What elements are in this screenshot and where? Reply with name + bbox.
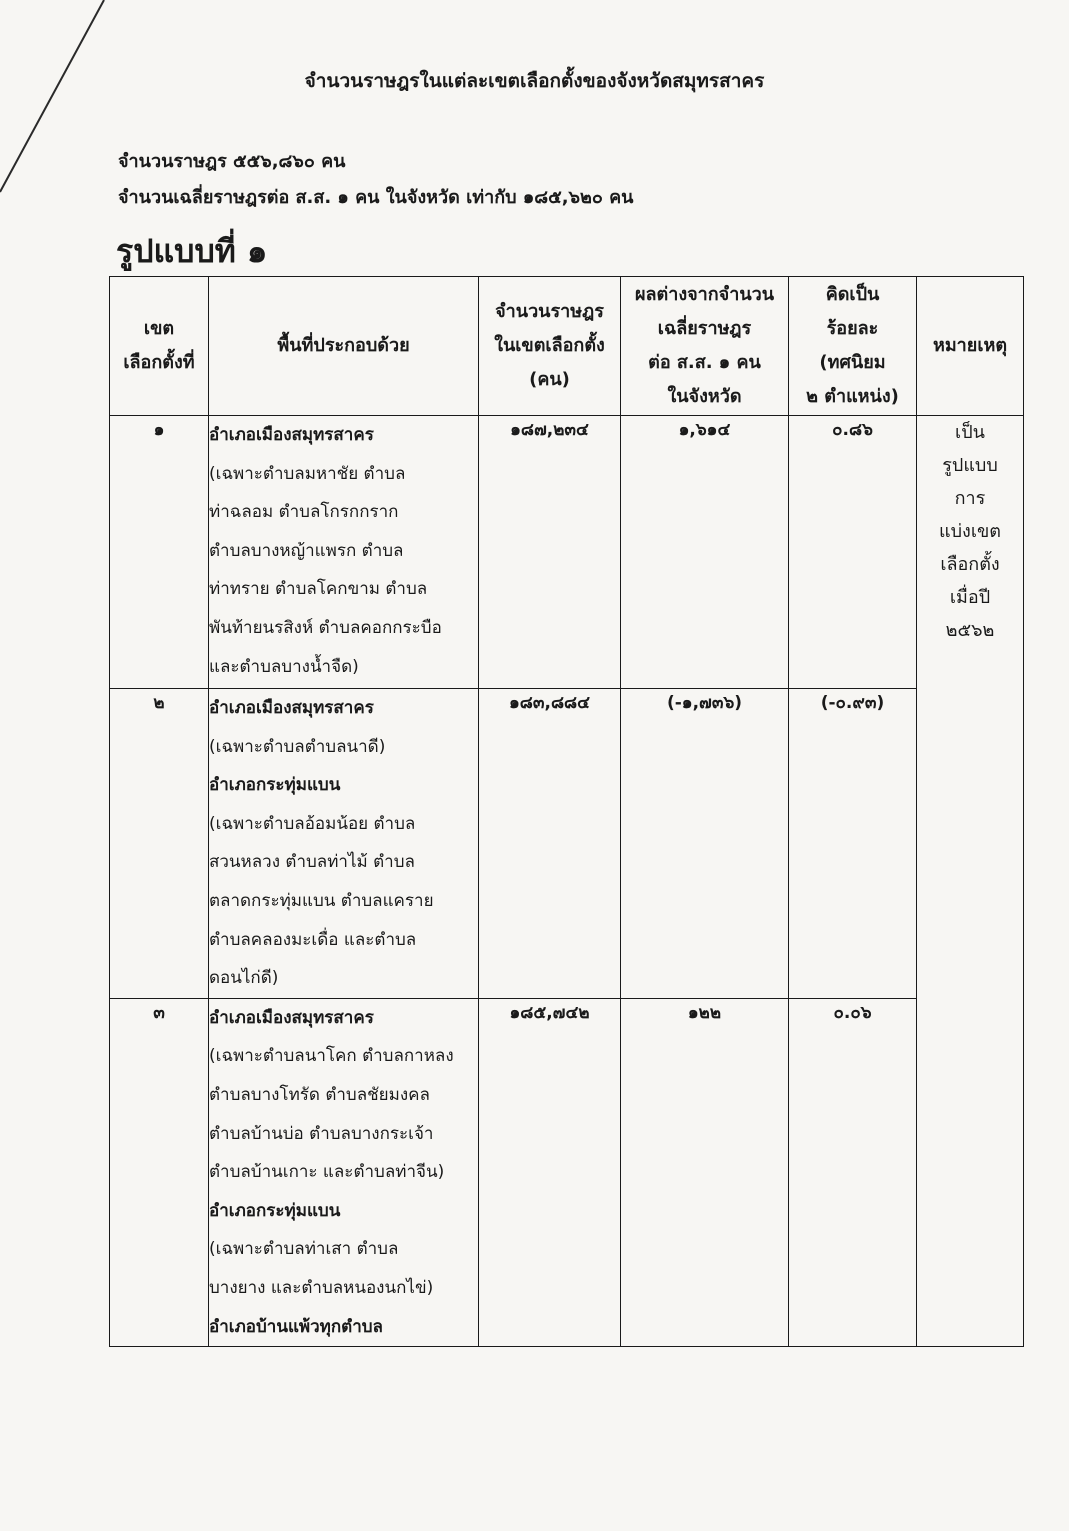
header-difference-line: ผลต่างจากจำนวน — [634, 284, 775, 305]
area-line: อำเภอกระทุ่มแบน — [209, 775, 341, 796]
remark-line: ๒๕๖๒ — [945, 620, 995, 641]
remark-line: รูปแบบ — [942, 455, 998, 476]
header-remark-line: หมายเหตุ — [932, 335, 1008, 356]
header-population-line: ในเขตเลือกตั้ง — [494, 335, 605, 356]
district-area — [209, 689, 479, 999]
area-line: (เฉพาะตำบลนาโคก ตำบลกาหลง — [209, 1046, 454, 1067]
district-number: ๒ — [110, 689, 209, 999]
header-district-line: เขต — [143, 318, 175, 339]
area-line: ตำบลบางโทรัด ตำบลชัยมงคล — [209, 1084, 430, 1105]
remark-line: เมื่อปี — [949, 587, 991, 608]
district-difference: (-๑,๗๓๖) — [621, 689, 789, 999]
remark-line: การ — [954, 488, 986, 509]
area-line: ดอนไก่ดี) — [209, 968, 279, 989]
population-total-line: จำนวนราษฎร ๕๕๖,๘๖๐ คน — [118, 151, 346, 172]
area-line: อำเภอเมืองสมุทรสาคร — [209, 698, 374, 718]
area-line: สวนหลวง ตำบลท่าไม้ ตำบล — [209, 852, 415, 873]
area-line: ตำบลบ้านเกาะ และตำบลท่าจีน) — [209, 1162, 445, 1183]
district-number: ๑ — [110, 416, 209, 689]
district-number: ๓ — [110, 998, 209, 1346]
area-line: อำเภอเมืองสมุทรสาคร — [209, 425, 374, 445]
area-line: และตำบลบางน้ำจืด) — [209, 656, 359, 677]
area-line: อำเภอบ้านแพ้วทุกตำบล — [209, 1316, 383, 1337]
header-percent-line: (ทศนิยม — [819, 352, 886, 373]
header-percent-line: ๒ ตำแหน่ง) — [806, 386, 899, 407]
area-line: (เฉพาะตำบลอ้อมน้อย ตำบล — [209, 813, 416, 834]
average-per-mp-line: จำนวนเฉลี่ยราษฎรต่อ ส.ส. ๑ คน ในจังหวัด เท่ากับ ๑๘๕,๖๒๐ คน — [118, 187, 634, 208]
area-line: (เฉพาะตำบลตำบลนาดี) — [209, 736, 386, 757]
remark-line: เป็น — [955, 422, 985, 443]
header-percent — [789, 277, 917, 416]
area-line: (เฉพาะตำบลมหาชัย ตำบล — [209, 463, 406, 484]
remark-line: แบ่งเขต — [939, 521, 1001, 542]
area-line: ตำบลบ้านบ่อ ตำบลบางกระเจ้า — [209, 1123, 434, 1144]
pattern-heading: รูปแบบที่ ๑ — [116, 232, 268, 270]
header-district-line: เลือกตั้งที่ — [123, 352, 195, 373]
table-row — [110, 998, 1024, 1346]
area-line: ท่าทราย ตำบลโคกขาม ตำบล — [209, 579, 428, 600]
area-line: ตลาดกระทุ่มแบน ตำบลแคราย — [209, 890, 434, 911]
header-difference-line: ในจังหวัด — [667, 386, 742, 407]
header-percent-line: ร้อยละ — [826, 318, 879, 339]
header-remark — [917, 277, 1024, 416]
district-percent: ๐.๘๖ — [789, 416, 917, 689]
district-area — [209, 998, 479, 1346]
area-line: ตำบลคลองมะเดื่อ และตำบล — [209, 929, 417, 950]
document-title: จำนวนราษฎรในแต่ละเขตเลือกตั้งของจังหวัดสมุทรสาคร — [304, 70, 765, 92]
district-percent: (-๐.๙๓) — [789, 689, 917, 999]
table-row — [110, 416, 1024, 689]
scan-edge-line — [0, 0, 120, 200]
district-population: ๑๘๗,๒๓๔ — [479, 416, 621, 689]
header-difference-line: เฉลี่ยราษฎร — [657, 318, 752, 339]
header-row — [110, 277, 1024, 416]
header-population — [479, 277, 621, 416]
area-line: อำเภอเมืองสมุทรสาคร — [209, 1007, 374, 1028]
remark-line: เลือกตั้ง — [940, 554, 1000, 575]
district-percent: ๐.๐๖ — [789, 998, 917, 1346]
remark-cell — [917, 416, 1024, 1347]
district-difference: ๑,๖๑๔ — [621, 416, 789, 689]
header-difference-line: ต่อ ส.ส. ๑ คน — [648, 352, 761, 373]
area-line: ท่าฉลอม ตำบลโกรกกราก — [209, 502, 399, 523]
header-population-line: (คน) — [529, 369, 570, 390]
district-population: ๑๘๓,๘๘๔ — [479, 689, 621, 999]
header-area-line: พื้นที่ประกอบด้วย — [277, 335, 410, 356]
district-population: ๑๘๕,๗๔๒ — [479, 998, 621, 1346]
area-line: (เฉพาะตำบลท่าเสา ตำบล — [209, 1239, 399, 1260]
header-district — [110, 277, 209, 416]
area-line: ตำบลบางหญ้าแพรก ตำบล — [209, 540, 404, 561]
district-area — [209, 416, 479, 689]
districts-table — [109, 276, 1024, 1347]
header-population-line: จำนวนราษฎร — [495, 301, 604, 322]
district-difference: ๑๒๒ — [621, 998, 789, 1346]
area-line: บางยาง และตำบลหนองนกไข่) — [209, 1277, 434, 1298]
area-line: พันท้ายนรสิงห์ ตำบลคอกกระบือ — [209, 617, 442, 638]
header-area — [209, 277, 479, 416]
header-difference — [621, 277, 789, 416]
header-percent-line: คิดเป็น — [825, 284, 880, 305]
area-line: อำเภอกระทุ่มแบน — [209, 1200, 341, 1221]
table-row — [110, 689, 1024, 999]
